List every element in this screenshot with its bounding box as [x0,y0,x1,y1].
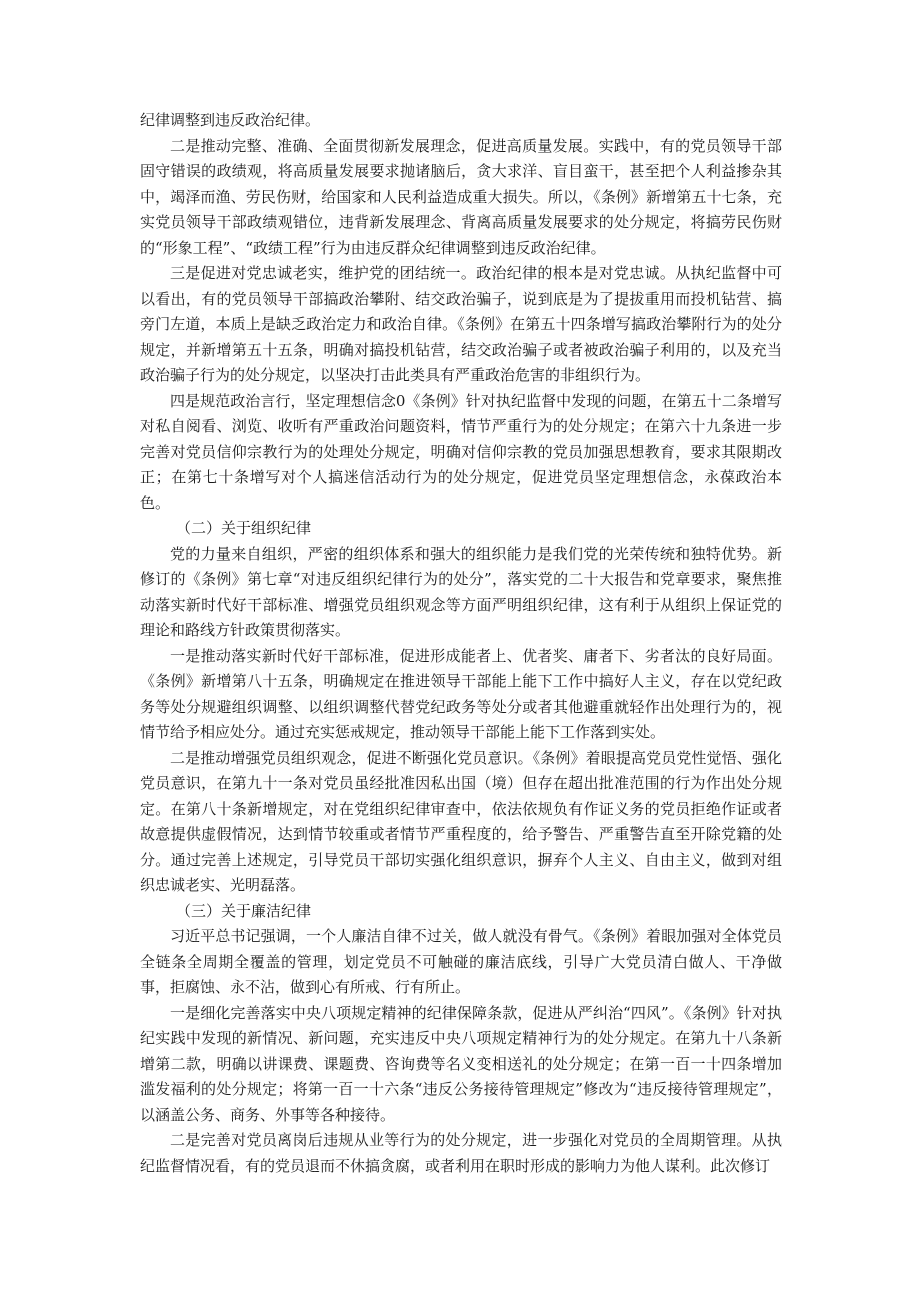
paragraph: 二是完善对党员离岗后违规从业等行为的处分规定，进一步强化对党员的全周期管理。从执纪监督情况看，有的党员退而不休搞贪腐，或者利用在职时形成的影响力为他人谋利。此次修订 [140,1131,782,1175]
paragraph: 党的力量来自组织，严密的组织体系和强大的组织能力是我们党的光荣传统和独特优势。新修订的《条例》第七章“对违反组织纪律行为的处分”，落实党的二十大报告和党章要求，聚焦推动落实新时代好干部标准、增强党员组织观念等方面严明组织纪律，这有利于从组织上保证党的理论和路线方针政策贯彻落实。 [140,544,782,639]
paragraph: 一是细化完善落实中央八项规定精神的纪律保障条款，促进从严纠治“四风”。《条例》针对执纪实践中发现的新情况、新问题，充实违反中央八项规定精神行为的处分规定。在第九十八条新增第二款，明确以讲课费、课题费、咨询费等名义变相送礼的处分规定；在第一百一十四条增加滥发福利的处分规定；将第一百一十六条“违反公务接待管理规定”修改为“违反接待管理规定”，以涵盖公务、商务、外事等各种接待。 [140,1003,782,1124]
paragraph: 二是推动增强党员组织观念，促进不断强化党员意识。《条例》着眼提高党员党性觉悟、强化党员意识，在第九十一条对党员虽经批准因私出国（境）但存在超出批准范围的行为作出处分规定。在第八十条新增规定，对在党组织纪律审查中，依法依规负有作证义务的党员拒绝作证或者故意提供虚假情况，达到情节较重或者情节严重程度的，给予警告、严重警告直至开除党籍的处分。通过完善上述规定，引导党员干部切实强化组织意识，摒弃个人主义、自由主义，做到对组织忠诚老实、光明磊落。 [140,748,782,894]
paragraph: 习近平总书记强调，一个人廉洁自律不过关，做人就没有骨气。《条例》着眼加强对全体党员全链条全周期全覆盖的管理，划定党员不可触碰的廉洁底线，引导广大党员清白做人、干净做事，拒腐蚀、永不沾，做到心有所戒、行有所止。 [140,927,782,996]
paragraph: 一是推动落实新时代好干部标准，促进形成能者上、优者奖、庸者下、劣者汰的良好局面。《条例》新增第八十五条，明确规定在推进领导干部能上能下工作中搞好人主义，存在以党纪政务等处分规避组织调整、以组织调整代替党纪政务等处分或者其他避重就轻作出处理行为的，视情节给予相应处分。通过充实惩戒规定，推动领导干部能上能下工作落到实处。 [140,646,782,741]
section-heading-organization: （二）关于组织纪律 [176,519,312,537]
paragraph: 三是促进对党忠诚老实，维护党的团结统一。政治纪律的根本是对党忠诚。从执纪监督中可以看出，有的党员领导干部搞政治攀附、结交政治骗子，说到底是为了提拔重用而投机钻营、搞旁门左道，本质上是缺乏政治定力和政治自律。《条例》在第五十四条增写搞政治攀附行为的处分规定，并新增第五十五条，明确对搞投机钻营，结交政治骗子或者被政治骗子利用的，以及充当政治骗子行为的处分规定，以坚决打击此类具有严重政治危害的非组织行为。 [140,264,782,384]
section-heading-integrity: （三）关于廉洁纪律 [176,901,312,920]
paragraph: 四是规范政治言行，坚定理想信念0《条例》针对执纪监督中发现的问题，在第五十二条增写对私自阅看、浏览、收听有严重政治问题资料，情节严重行为的处分规定；在第六十九条进一步完善对党员信仰宗教行为的处理处分规定，明确对信仰宗教的党员加强思想教育，要求其限期改正；在第七十条增写对个人搞迷信活动行为的处分规定，促进党员坚定理想信念，永葆政治本色。 [140,391,782,512]
paragraph: 二是推动完整、准确、全面贯彻新发展理念，促进高质量发展。实践中，有的党员领导干部固守错误的政绩观，将高质量发展要求抛诸脑后，贪大求洋、盲目蛮干，甚至把个人利益掺杂其中，竭泽而渔、劳民伤财，给国家和人民利益造成重大损失。所以，《条例》新增第五十七条，充实党员领导干部政绩观错位，违背新发展理念、背离高质量发展要求的处分规定，将搞劳民伤财的“形象工程”、“政绩工程”行为由违反群众纪律调整到违反政治纪律。 [140,136,782,257]
document-page [140,108,782,1179]
paragraph: 纪律调整到违反政治纪律。 [140,111,321,129]
